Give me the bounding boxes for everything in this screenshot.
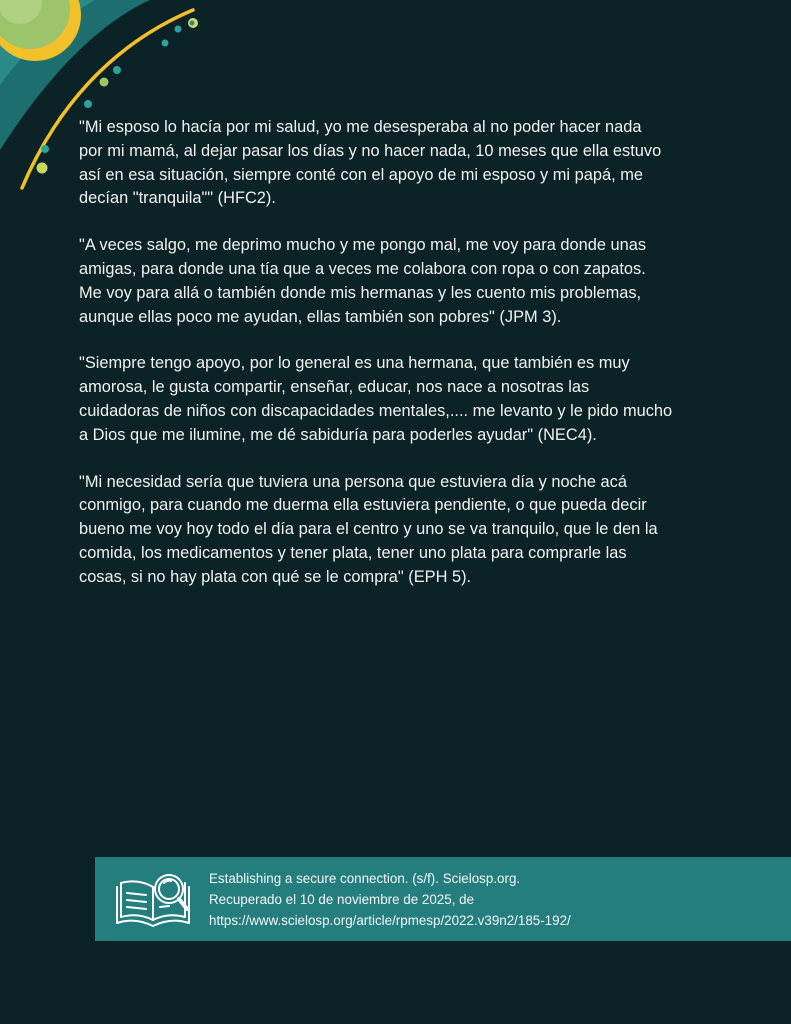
dot — [84, 100, 92, 108]
citation-text: Establishing a secure connection. (s/f). Scielosp.org. Recuperado el 10 de noviembre de 2025, de https://www.scielosp.org/article/rpmesp/2022.v39n2/185-192/ — [209, 871, 571, 928]
quote-1: "Mi esposo lo hacía por mi salud, yo me desesperaba al no poder hacer nada por mi mamá, al dejar pasar los días y no hacer nada, 10 meses que ella estuvo así en esa situación, siempre conté con el apoyo de mi esposo y mi papá, me decían "tranquila"" (HFC2). — [79, 118, 662, 208]
quotes-section — [79, 116, 719, 613]
quote-3: "Siempre tengo apoyo, por lo general es una hermana, que también es muy amorosa, le gusta compartir, enseñar, educar, nos nace a nosotras las cuidadoras de niños con discapacidades mentales,.... me levanto y le pido mucho a Dios que me ilumine, me dé sabiduría para poderles ayudar" (NEC4). — [79, 354, 673, 444]
quote-4: "Mi necesidad sería que tuviera una persona que estuviera día y noche acá conmigo, para cuando me duerma ella estuviera pendiente, o que pueda decir bueno me voy hoy todo el día para el centro y uno se va tranquilo, que le den la comida, los medicamentos y tener plata, tener uno plata para comprarle las cosas, si no hay plata con qué se le compra" (EPH 5). — [79, 472, 658, 586]
dot — [41, 145, 49, 153]
book-magnifier-icon — [113, 865, 193, 933]
quote-2: "A veces salgo, me deprimo mucho y me pongo mal, me voy para donde unas amigas, para donde una tía que a veces me colabora con ropa o con zapatos. Me voy para allá o también donde mis hermanas y les cuento mis problemas, aunque ellas poco me ayudan, ellas también son pobres" (JPM 3). — [79, 236, 647, 326]
citation-box — [95, 857, 791, 941]
dot — [175, 26, 182, 33]
dot — [190, 21, 195, 26]
dot — [100, 78, 109, 87]
dot — [113, 66, 121, 74]
dot — [162, 40, 169, 47]
dot — [37, 163, 48, 174]
